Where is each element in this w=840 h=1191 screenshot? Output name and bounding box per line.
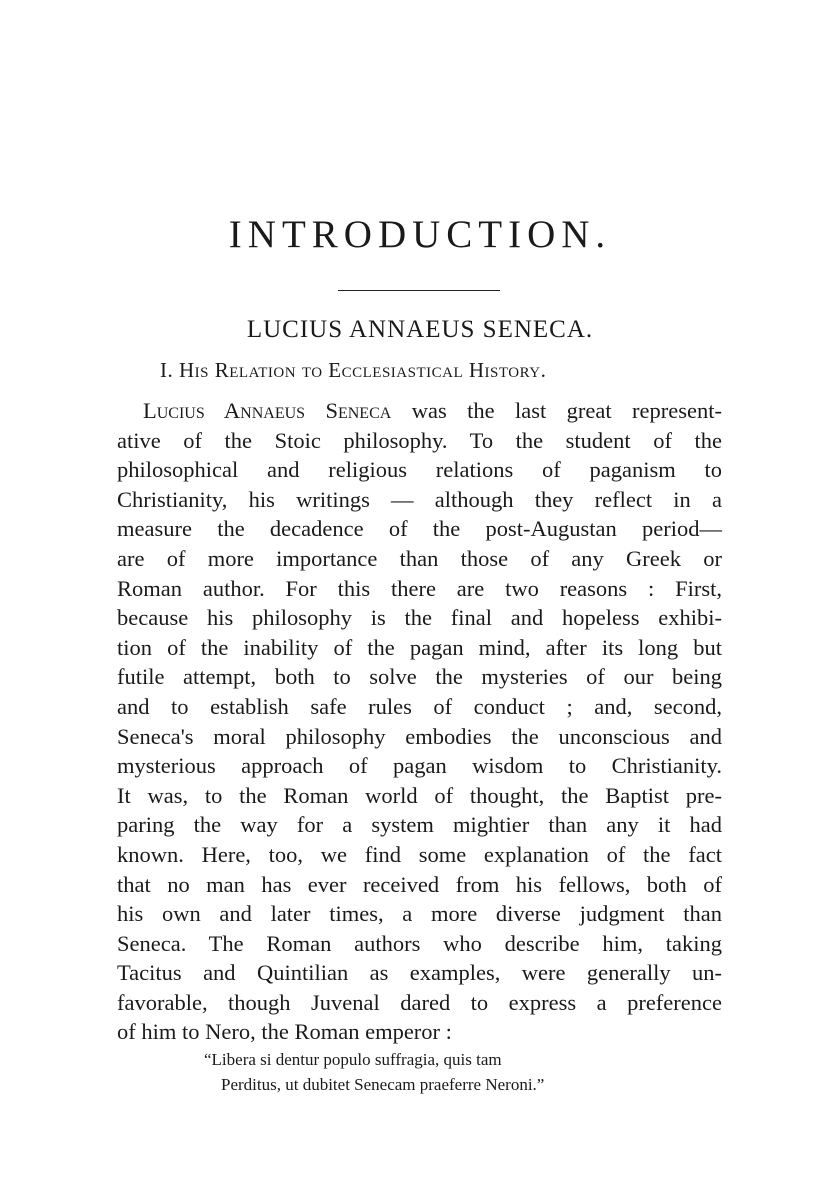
- paragraph-line: favorable, though Juvenal dared to express a preference: [117, 989, 722, 1015]
- paragraph-line: futile attempt, both to solve the mysteries of our being: [117, 664, 722, 690]
- title-divider: [338, 290, 500, 291]
- paragraph-line: Roman author. For this there are two reasons : First,: [117, 575, 722, 601]
- paragraph-line: that no man has ever received from his fellows, both of: [117, 871, 722, 897]
- paragraph-line: known. Here, too, we find some explanation of the fact: [117, 841, 722, 867]
- paragraph-line: and to establish safe rules of conduct ; and, second,: [117, 693, 722, 719]
- chapter-subtitle: LUCIUS ANNAEUS SENECA.: [246, 316, 594, 343]
- paragraph-line: paring the way for a system mightier than any it had: [117, 812, 722, 838]
- quote-line: Perditus, ut dubitet Senecam praeferre Neroni.”: [221, 1075, 545, 1094]
- paragraph-line: are of more importance than those of any Greek or: [117, 545, 722, 571]
- quote-line: “Libera si dentur populo suffragia, quis tam: [204, 1050, 502, 1069]
- paragraph-line: measure the decadence of the post-Augustan period—: [117, 516, 722, 542]
- paragraph-line: of him to Nero, the Roman emperor :: [117, 1019, 452, 1045]
- paragraph-line: philosophical and religious relations of paganism to: [117, 457, 722, 483]
- lead-name: Lucius Annaeus Seneca: [143, 398, 392, 423]
- paragraph-line: [117, 396, 722, 426]
- paragraph-line: tion of the inability of the pagan mind, after its long but: [117, 634, 722, 660]
- block-quote: [204, 1047, 544, 1097]
- paragraph-line: his own and later times, a more diverse judgment than: [117, 901, 722, 927]
- paragraph-line: It was, to the Roman world of thought, the Baptist pre-: [117, 782, 722, 808]
- paragraph-line: Seneca's moral philosophy embodies the unconscious and: [117, 723, 722, 749]
- paragraph-line: because his philosophy is the final and hopeless exhibi-: [117, 605, 722, 631]
- paragraph-line: Seneca. The Roman authors who describe him, taking: [117, 930, 722, 956]
- paragraph-line: Tacitus and Quintilian as examples, were generally un-: [117, 960, 722, 986]
- paragraph-line: Christianity, his writings — although they reflect in a: [117, 486, 722, 512]
- paragraph-line: mysterious approach of pagan wisdom to Christianity.: [117, 753, 722, 779]
- page-title: INTRODUCTION.: [228, 213, 612, 256]
- body-paragraph: [117, 396, 722, 1047]
- paragraph-line-text: was the last great represent-: [391, 398, 722, 423]
- paragraph-line: ative of the Stoic philosophy. To the student of the: [117, 427, 722, 453]
- section-heading: I. His Relation to Ecclesiastical History.: [160, 358, 547, 382]
